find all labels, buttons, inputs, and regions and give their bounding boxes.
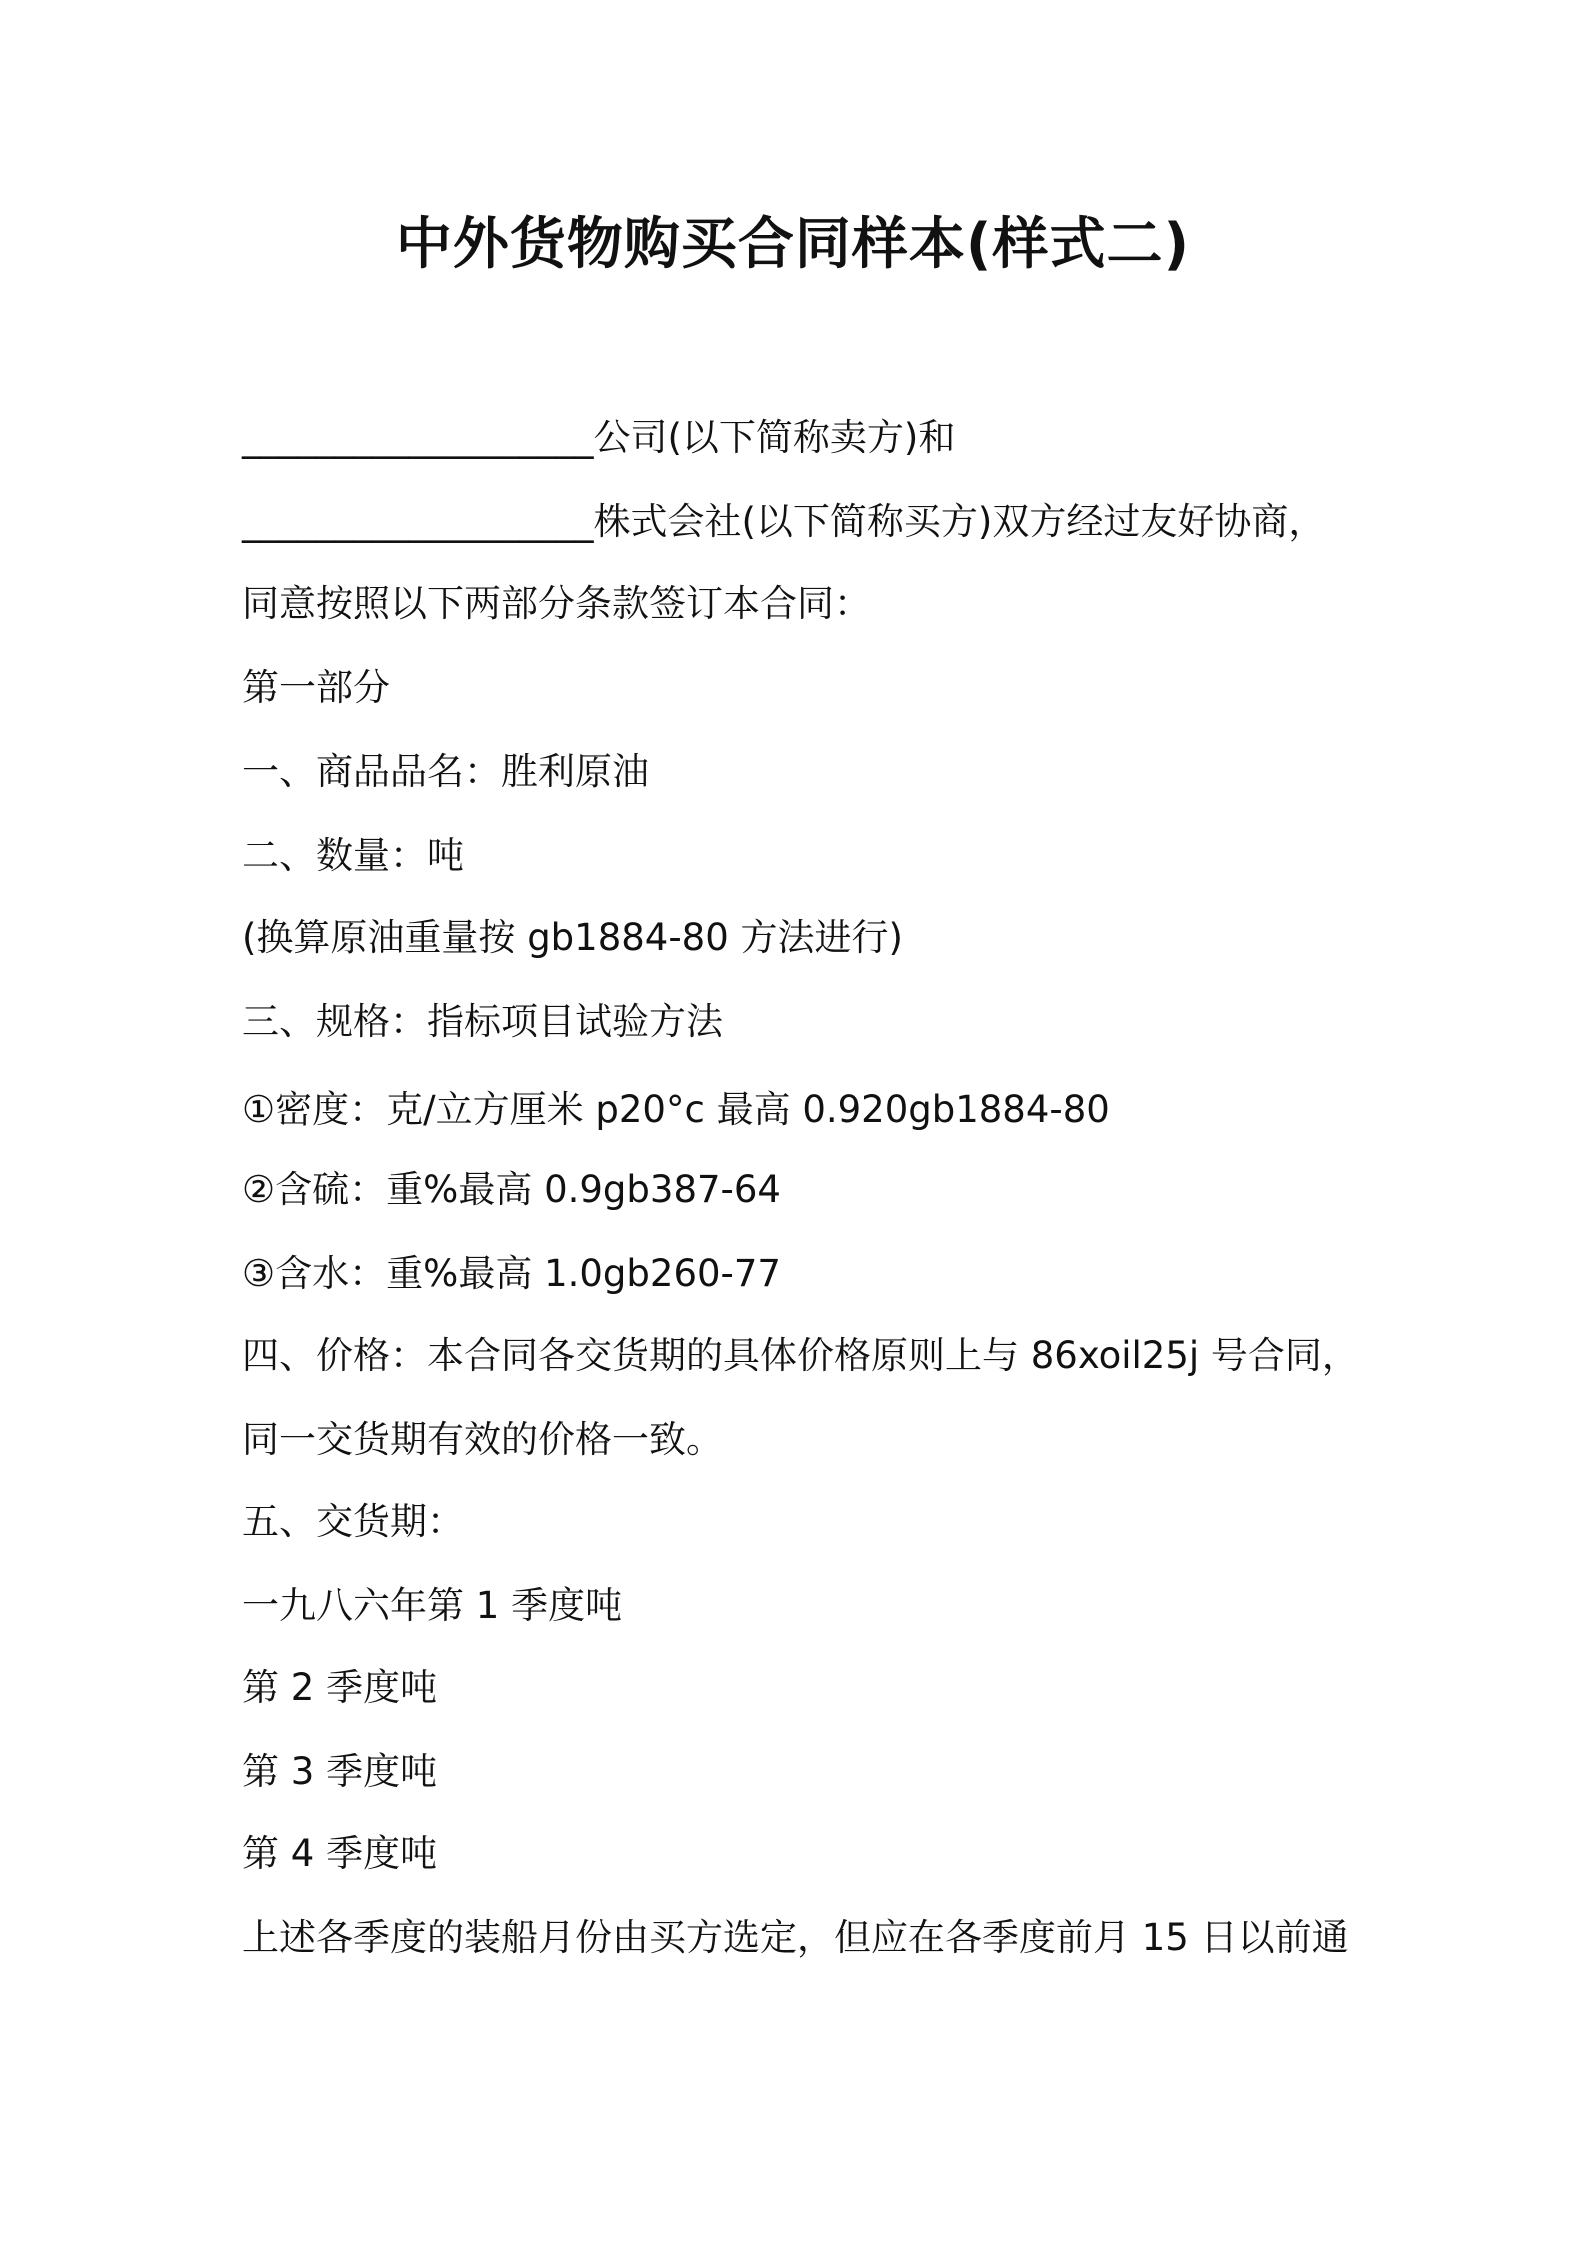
agreement-line: 同意按照以下两部分条款签订本合同：: [242, 582, 871, 625]
shipment-month-line: 上述各季度的装船月份由买方选定，但应在各季度前月 15 日以前通: [242, 1916, 1349, 1959]
delivery-q2-line: 第 2 季度吨: [242, 1666, 438, 1709]
specification-line: 三、规格：指标项目试验方法: [242, 1000, 723, 1043]
price-continuation-line: 同一交货期有效的价格一致。: [242, 1418, 723, 1461]
part-one-heading: 第一部分: [242, 666, 390, 709]
water-spec-line: ③含水：重%最高 1.0gb260-77: [242, 1252, 781, 1295]
price-line: 四、价格：本合同各交货期的具体价格原则上与 86xoil25j 号合同，: [242, 1334, 1359, 1377]
delivery-q1-line: 一九八六年第 1 季度吨: [242, 1584, 623, 1627]
document-title: 中外货物购买合同样本(样式二): [395, 212, 1191, 277]
density-spec-line: ①密度：克/立方厘米 p20°c 最高 0.920gb1884-80: [242, 1088, 1110, 1131]
quantity-note-line: (换算原油重量按 gb1884-80 方法进行): [242, 916, 903, 959]
delivery-period-heading: 五、交货期：: [242, 1500, 464, 1543]
delivery-q3-line: 第 3 季度吨: [242, 1750, 438, 1793]
quantity-line: 二、数量：吨: [242, 834, 464, 877]
product-name-line: 一、商品品名：胜利原油: [242, 750, 649, 793]
delivery-q4-line: 第 4 季度吨: [242, 1832, 438, 1875]
buyer-line: ___________________株式会社(以下简称买方)双方经过友好协商，: [242, 500, 1326, 543]
sulfur-spec-line: ②含硫：重%最高 0.9gb387-64: [242, 1168, 781, 1211]
seller-line: ___________________公司(以下简称卖方)和: [242, 416, 956, 459]
